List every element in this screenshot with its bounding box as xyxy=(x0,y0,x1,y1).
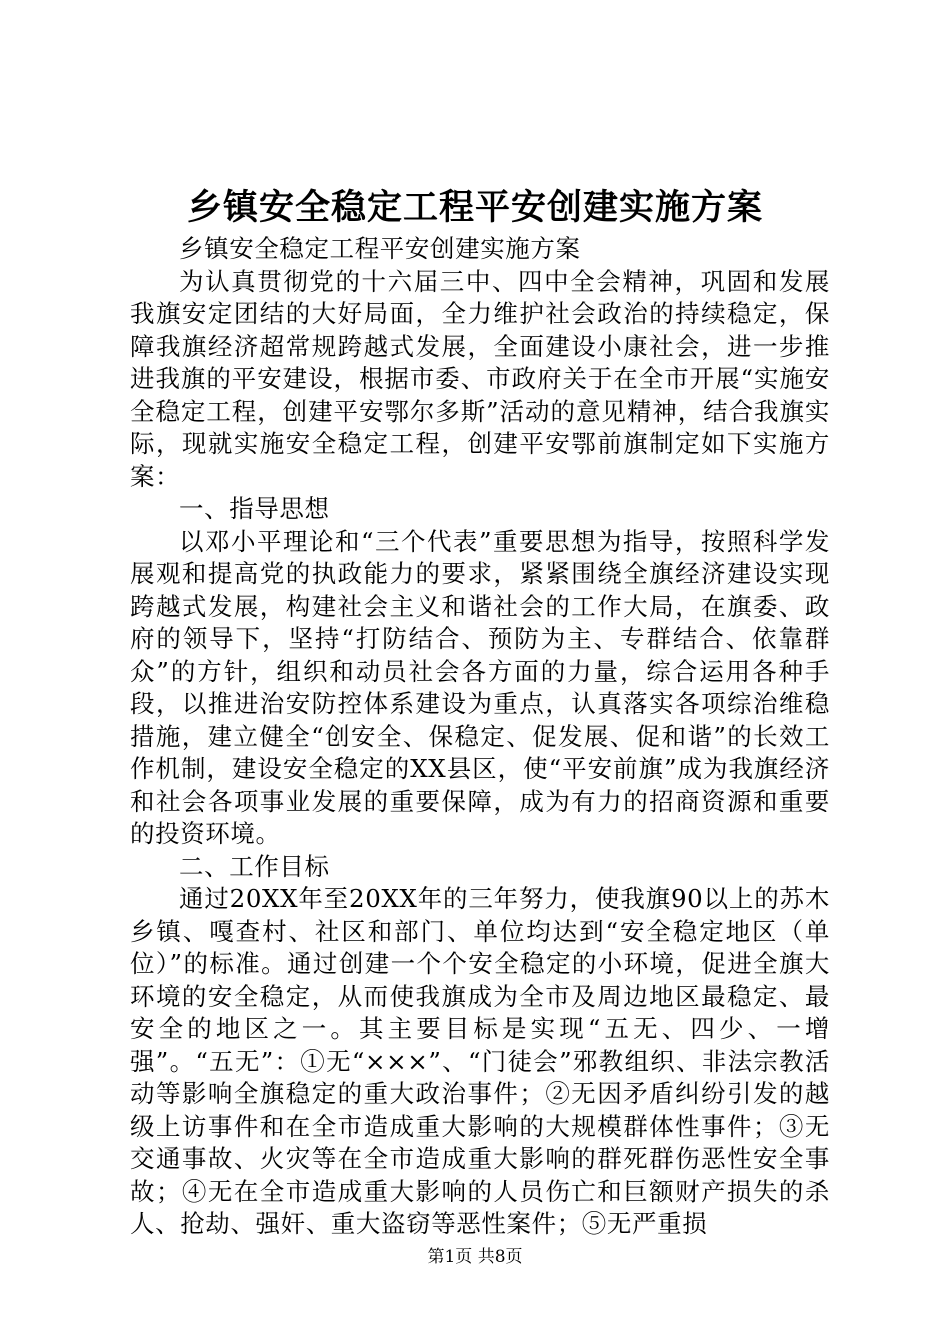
document-title: 乡镇安全稳定工程平安创建实施方案 xyxy=(186,187,763,228)
section-heading-work-goals: 二、工作目标 xyxy=(179,851,330,881)
paragraph-work-goals: 通过20XX年至20XX年的三年努力，使我旗90以上的苏木乡镇、嘎查村、社区和部门、单位均达到“安全稳定地区（单位）”的标准。通过创建一个个安全稳定的小环境，促进全旗大环境的安全稳定，从而使我旗成为全市及周边地区最稳定、最安全的地区之一。其主要目标是实现“五无、四少、一增强”。“五无”：①无“×××”、“门徒会”邪教组织、非法宗教活动等影响全旗稳定的重大政治事件；②无因矛盾纠纷引发的越级上访事件和在全市造成重大影响的大规模群体性事件；③无交通事故、火灾等在全市造成重大影响的群死群伤恶性安全事故；④无在全市造成重大影响的人员伤亡和巨额财产损失的杀人、抢劫、强奸、重大盗窃等恶性案件；⑤无严重损 xyxy=(130,884,830,1238)
paragraph-repeat-title: 乡镇安全稳定工程平安创建实施方案 xyxy=(179,234,581,263)
page-footer: 第1页 共8页 xyxy=(427,1247,523,1267)
section-heading-guiding-ideology: 一、指导思想 xyxy=(179,494,330,523)
paragraph-guiding-ideology: 以邓小平理论和“三个代表”重要思想为指导，按照科学发展观和提高党的执政能力的要求，紧紧围绕全旗经济建设实现跨越式发展，构建社会主义和谐社会的工作大局，在旗委、政府的领导下，坚持“打防结合、预防为主、专群结合、依靠群众”的方针，组织和动员社会各方面的力量，综合运用各种手段，以推进治安防控体系建设为重点，认真落实各项综治维稳措施，建立健全“创安全、保稳定、促发展、促和谐”的长效工作机制，建设安全稳定的XX县区，使“平安前旗”成为我旗经济和社会各项事业发展的重要保障，成为有力的招商资源和重要的投资环境。 xyxy=(130,526,830,848)
paragraph-intro: 为认真贯彻党的十六届三中、四中全会精神，巩固和发展我旗安定团结的大好局面，全力维护社会政治的持续稳定，保障我旗经济超常规跨越式发展，全面建设小康社会，进一步推进我旗的平安建设，根据市委、市政府关于在全市开展“实施安全稳定工程，创建平安鄂尔多斯”活动的意见精神，结合我旗实际，现就实施安全稳定工程，创建平安鄂前旗制定如下实施方案： xyxy=(130,266,830,491)
document-body xyxy=(130,233,830,1241)
